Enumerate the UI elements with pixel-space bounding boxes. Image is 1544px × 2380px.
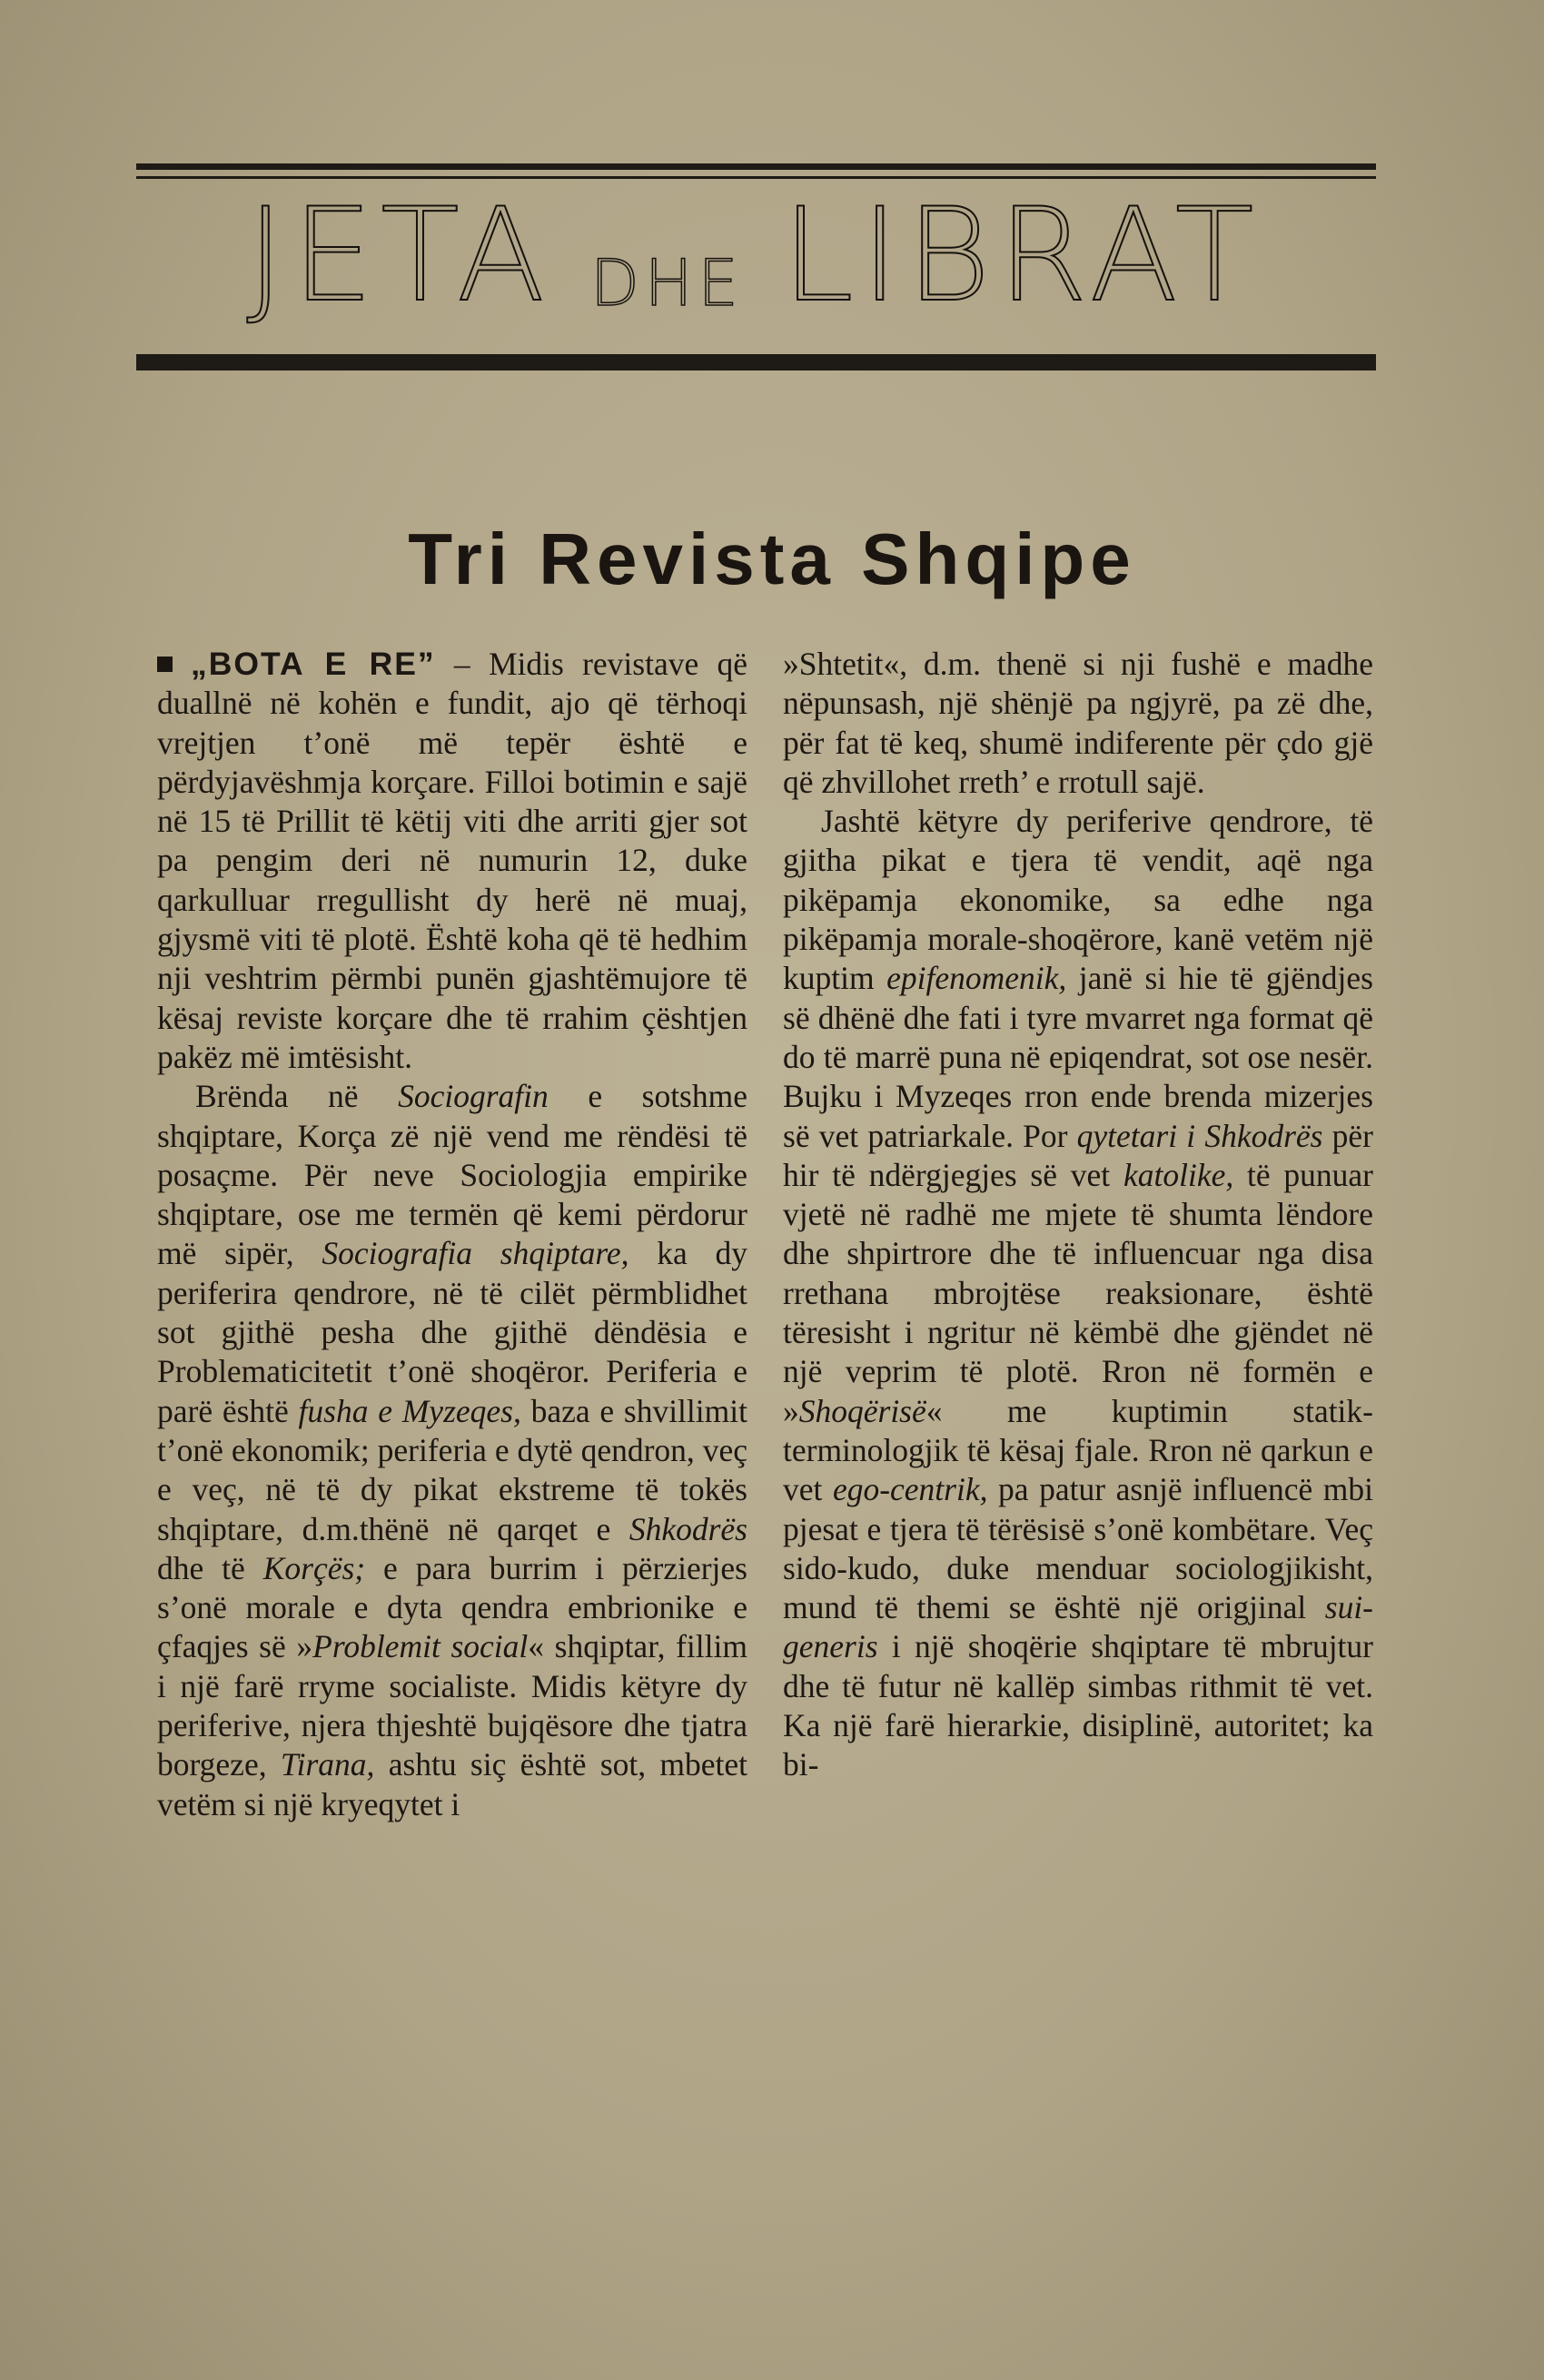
- italic-text-run: Sociografin: [398, 1078, 549, 1115]
- text-run: Jashtë këtyre dy periferive qendrore, të gjitha pikat e tjera të vendit, aqë nga pikëpamja ekonomike, sa edhe nga pikëpamja morale-shoqërore, kanë vetëm një kuptim: [783, 803, 1373, 997]
- text-run: për hir të ndërgjegjes së vet: [783, 1117, 1373, 1193]
- italic-text-run: fusha e Myzeqes,: [298, 1392, 521, 1429]
- text-run: ka dy periferira qendrore, në të cilët përmblidhet sot gjithë pesha dhe gjithë dëndësia e Problematicitetit t’onë shoqëror. Periferia e parë është: [157, 1235, 747, 1429]
- italic-text-run: Sociografia shqiptare,: [322, 1235, 629, 1272]
- italic-text-run: Tirana,: [280, 1746, 375, 1783]
- italic-text-run: epifenomenik,: [886, 960, 1067, 997]
- text-run: e sotshme shqiptare, Korça zë një vend me rëndësi të posaçme. Për neve Sociologjia empirike shqiptare, ose me termën që kemi përdorur më sipër,: [157, 1078, 747, 1272]
- masthead-word-jeta: JETA: [246, 181, 552, 331]
- left-p1-text: [157, 646, 747, 1075]
- italic-text-run: Shoqërisë: [798, 1392, 926, 1429]
- italic-text-run: ego-centrik,: [832, 1471, 988, 1508]
- text-run: janë si hie të gjëndjes së dhënë dhe fati i tyre mvarret nga format që do të marrë puna në epiqendrat, sot ose nesër. Bujku i Myzeqes rron ende brenda mizerjes së vet patriarkale. Por: [783, 960, 1373, 1154]
- right-paragraph-2: [783, 802, 1373, 1784]
- italic-text-run: Problemit social: [312, 1628, 529, 1665]
- left-paragraph-2: [157, 1077, 747, 1824]
- top-rule-thin: [136, 176, 1376, 179]
- text-run: « shqiptar, fillim i një farë rryme socialiste. Midis këtyre dy periferive, njera thjeshtë bujqësore dhe tjatra borgeze,: [157, 1628, 747, 1783]
- text-run: – Midis revistave që duallnë në kohën e fundit, ajo që tërhoqi vrejtjen t’onë më tepër është e përdyjavëshmja korçare. Filloi botimin e sajë në 15 të Prillit të këtij viti dhe arriti gjer sot pa pengim deri në numurin 12, duke qarkulluar rregullisht dy herë në muaj, gjysmë viti të plotë. Është koha që të hedhim nji veshtrim përmbi punën gjashtëmujore të kësaj reviste korçare dhe të rrahim çështjen pakëz më imtësisht.: [157, 646, 748, 1075]
- text-run: Brënda në: [195, 1078, 399, 1115]
- article-headline: Tri Revista Shqipe: [408, 518, 1136, 599]
- masthead: [136, 181, 1371, 331]
- text-run: baza e shvillimit t’onë ekonomik; periferia e dytë qendron, veç e veç, në të dy pikat ekstreme të tokës shqiptare, d.m.thënë në qarqet e: [157, 1392, 747, 1547]
- right-paragraph-1: [783, 645, 1373, 802]
- right-column: [783, 645, 1373, 1785]
- italic-text-run: katolike,: [1123, 1156, 1234, 1193]
- italic-text-run: Shkodrës: [628, 1510, 747, 1547]
- italic-text-run: Korçës;: [262, 1549, 366, 1586]
- masthead-word-dhe: DHE: [589, 246, 744, 321]
- text-run: i një shoqërie shqiptare të mbrujtur dhe të futur në kallëp simbas rithmit të vet. Ka një farë hierarkie, disiplinë, autoritet; ka bi-: [783, 1628, 1373, 1783]
- text-run: të punuar vjetë në radhë me mjete të shumta lëndore dhe shpirtrore dhe të influencuar nga disa rrethana mbrojtëse reaksionare, është tëresisht i ngritur në këmbë dhe gjëndet në një veprim të plotë. Rron në formën e »: [783, 1156, 1373, 1429]
- text-run: ashtu siç është sot, mbetet vetëm si një kryeqytet i: [157, 1746, 747, 1822]
- kicker-text: „BOTA E RE”: [191, 646, 436, 682]
- text-run: e para burrim i përzierjes s’onë morale e dyta qendra embrionike e çfaqjes së »: [157, 1549, 747, 1665]
- italic-text-run: qytetari i Shkodrës: [1076, 1117, 1323, 1154]
- text-run: »Shtetit«, d.m. thenë si nji fushë e madhe nëpunsash, një shënjë pa ngjyrë, pa zë dhe, për fat të keq, shumë indiferente për çdo gjë që zhvillohet rreth’ e rrotull sajë.: [783, 646, 1373, 800]
- top-rule-thick: [136, 163, 1376, 170]
- masthead-bottom-bar: [136, 354, 1376, 370]
- square-bullet-icon: [157, 657, 173, 672]
- text-run: pa patur asnjë influencë mbi pjesat e tjera të tërësisë s’onë kombëtare. Veç sido-kudo, duke menduar sociologjikisht, mund të themi se është një origjinal: [783, 1471, 1374, 1626]
- masthead-word-librat: LIBRAT: [781, 181, 1262, 331]
- left-column: [157, 645, 747, 1824]
- text-run: « me kuptimin statik-terminologjik të kësaj fjale. Rron në qarkun e vet: [783, 1392, 1373, 1508]
- text-run: dhe të: [157, 1549, 263, 1586]
- italic-text-run: sui-generis: [783, 1589, 1373, 1665]
- left-paragraph-1: [157, 645, 747, 1077]
